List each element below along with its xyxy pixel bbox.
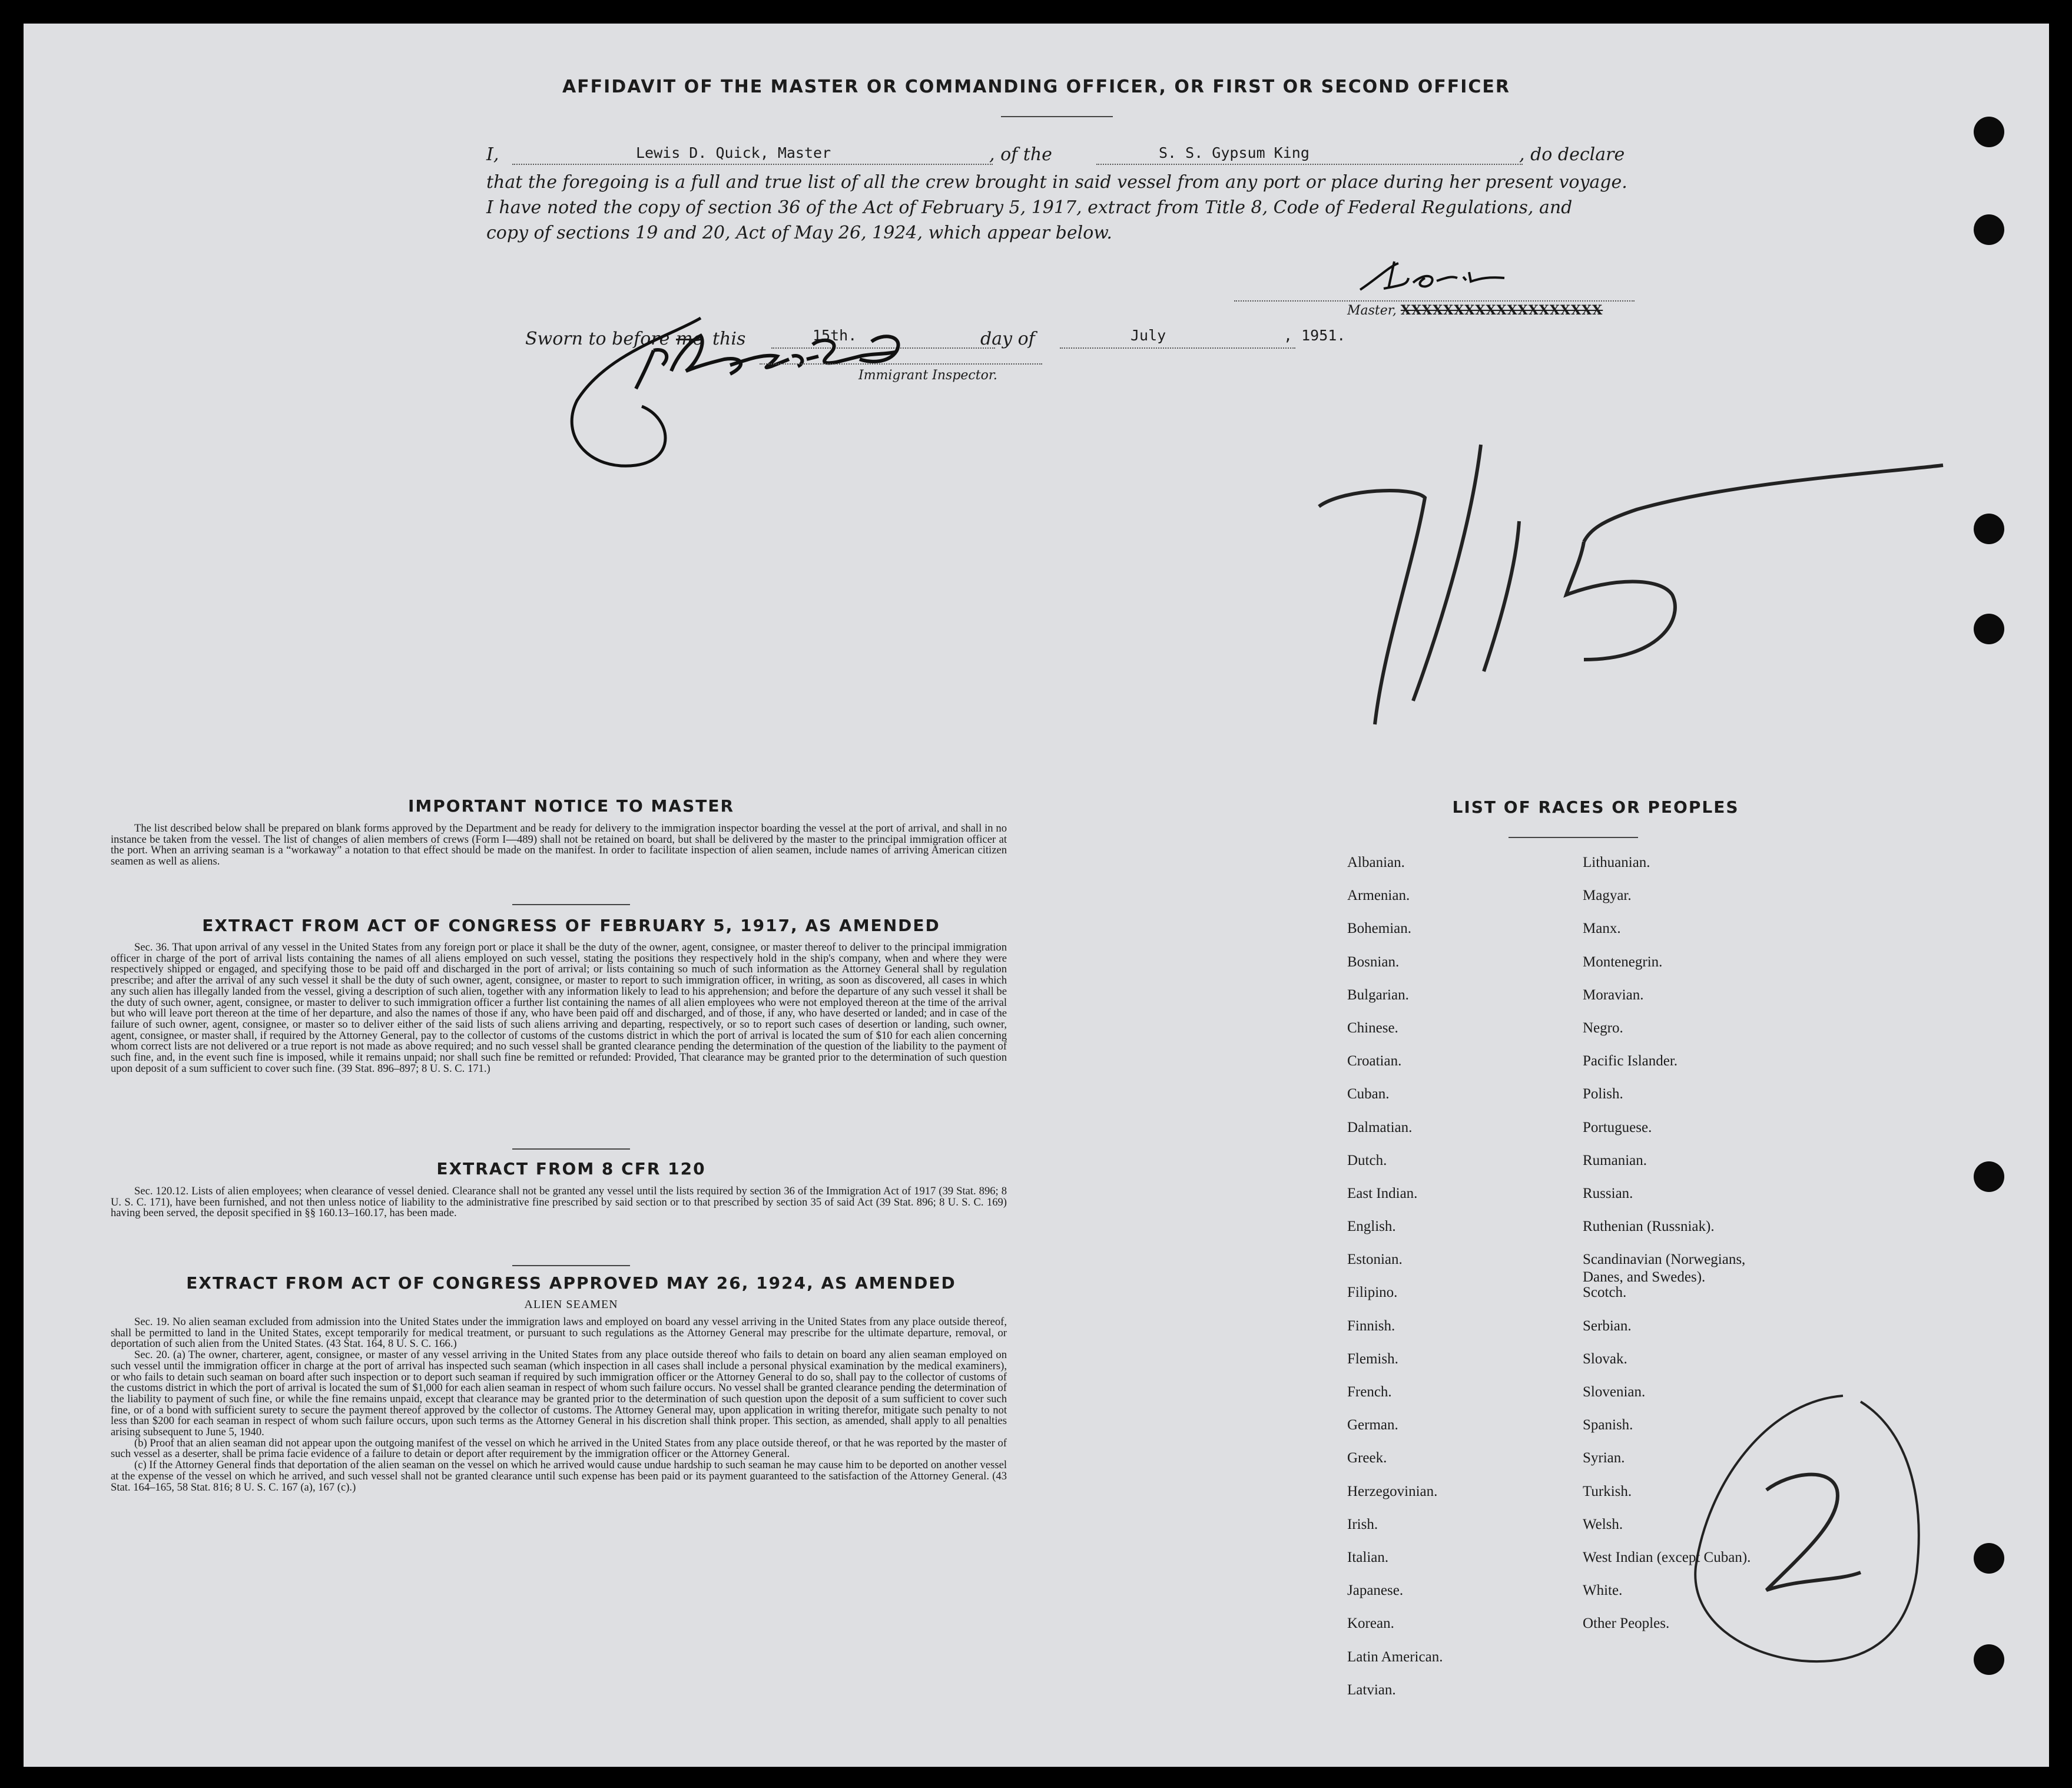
sworn-struck: me (676, 329, 704, 349)
race-item: Pacific Islander. (1583, 1053, 1678, 1070)
race-item: Estonian. (1347, 1251, 1403, 1268)
race-item: Montenegrin. (1583, 953, 1663, 970)
race-item: Dalmatian. (1347, 1119, 1413, 1135)
declaration-line: that the foregoing is a full and true list of all the crew brought in said vessel from any port or place during her present voyage. (486, 172, 1627, 193)
master-signature-line (1234, 300, 1635, 302)
extract-1924-paragraph: Sec. 20. (a) The owner, charterer, agent, consignee, or master of any vessel arriving in the United States from any place outside thereof who fails to detain on board any alien seaman employed on such vessel until the immigration officer in charge at the port of arrival has inspected such seaman (which inspection in all cases shall include a personal physical examination by the medical examiners), or who fails to detain such seaman on board after such inspection or to deport such seaman if required by such immigration officer or the Attorney General to do so, shall pay to the collector of customs of the customs district in which the port of arrival is located the sum of $1,000 for each alien seaman in respect of whom such failure occurs. No vessel shall be granted clearance pending the determination of the liability to payment of such fine, or while the fine remains unpaid, except that clearance may be granted prior to the determination of such question upon the deposit of a sum sufficient to cover such fine, or of a bond with sufficient surety to secure the payment thereof approved by the collector of customs. The Attorney General may, upon application in writing therefor, mitigate such penalty to not less than $200 for each seaman in respect of whom such failure occurs, upon such terms as the Attorney General in his discretion shall think proper. This section, as amended, shall apply to all penalties arising subsequent to June 5, 1940. (111, 1349, 1007, 1439)
race-item: Latvian. (1347, 1681, 1396, 1698)
divider (512, 1265, 630, 1266)
divider (512, 904, 630, 905)
race-item: Slovenian. (1583, 1384, 1646, 1400)
sworn-this: this (712, 329, 746, 349)
punch-hole (1974, 214, 2004, 245)
notice-paragraph: The list described below shall be prepared on blank forms approved by the Department and be ready for delivery to the immigration inspector boarding the vessel at the port of arrival, and shall in no instance be taken from the vessel. The list of changes of alien members of crews (Form I—489) shall not be retained on board, but shall be delivered by the master to the principal immigration officer at the port. When an arriving seaman is a “workaway” a notation to that effect should be made on the manifest. In order to facilitate inspection of alien seamen, include names of arriving American citizen seamen as well as aliens. (111, 822, 1007, 868)
vessel-field-line (1096, 164, 1523, 165)
race-item: Dutch. (1347, 1152, 1387, 1168)
race-item: Negro. (1583, 1019, 1623, 1036)
decl-do-declare: , do declare (1519, 144, 1625, 165)
race-item: Cuban. (1347, 1086, 1390, 1102)
race-item: Lithuanian. (1583, 855, 1650, 870)
extract-cfr-body (111, 1186, 1007, 1219)
punch-hole (1974, 1543, 2004, 1574)
inspector-signature (553, 300, 930, 477)
master-caption (1347, 303, 1603, 318)
extract-1924-body (111, 1317, 1007, 1493)
extract-1917-body (111, 942, 1007, 1074)
race-item: Rumanian. (1583, 1152, 1647, 1168)
race-item: Syrian. (1583, 1450, 1625, 1466)
master-name: Lewis D. Quick, Master (636, 144, 831, 161)
race-item: Albanian. (1347, 855, 1405, 870)
race-item: Bulgarian. (1347, 986, 1409, 1003)
race-item: English. (1347, 1219, 1396, 1235)
extract-1924-paragraph: (c) If the Attorney General finds that deportation of the alien seaman on the vessel on which he arrived would cause undue hardship to such seaman he may cause him to be deported on another vessel at the expense of the vessel on which he arrived, and such vessel shall not be granted clearance until such expense has been paid or its payment guaranteed to the satisfaction of the Attorney General. (43 Stat. 164–165, 58 Stat. 816; 8 U. S. C. 167 (a), 167 (c).) (111, 1459, 1007, 1494)
race-item: Greek. (1347, 1450, 1387, 1466)
master-caption-label: Master, (1347, 303, 1397, 318)
extract-1924-subtitle: ALIEN SEAMEN (524, 1298, 618, 1311)
extract-1924-title: EXTRACT FROM ACT OF CONGRESS APPROVED MAY 26, 1924, AS AMENDED (186, 1273, 956, 1293)
extract-1917-title: EXTRACT FROM ACT OF CONGRESS OF FEBRUARY 5, 1917, AS AMENDED (202, 916, 940, 935)
inspector-signature-line (760, 363, 1042, 365)
handwritten-annotation (1307, 424, 1978, 754)
declaration-line: copy of sections 19 and 20, Act of May 26, 1924, which appear below. (486, 223, 1112, 243)
race-item: French. (1347, 1384, 1392, 1400)
struck-title: XXXXXXXXXXXXXXXXXXX (1400, 303, 1603, 318)
race-item: Manx. (1583, 921, 1621, 937)
vessel-name: S. S. Gypsum King (1159, 144, 1309, 161)
name-field-line (512, 164, 993, 165)
race-item: Herzegovinian. (1347, 1483, 1438, 1499)
decl-pronoun: I, (486, 144, 499, 165)
extract-1917-paragraph: Sec. 36. That upon arrival of any vessel in the United States from any foreign port or place it shall be the duty of the owner, agent, consignee, or master thereof to deliver to the principal immigration officer in charge of the port of arrival lists containing the names of all aliens employed on such vessel, stating the positions they respectively hold in the ship's company, when and where they were respectively shipped or engaged, and specifying those to be paid off and discharged in the port of arrival; or lists containing so much of such information as the Attorney General shall by regulation prescribe; and after the arrival of any such vessel it shall be the duty of such owner, agent, consignee, or master to report to such immigration officer, in writing, as soon as discovered, all cases in which any such alien has illegally landed from the vessel, giving a description of such alien, together with any information likely to lead to his apprehension; and before the departure of any such vessel it shall be the duty of such owner, agent, consignee, or master to deliver to such immigration officer a further list containing the names of all alien employees who were not employed thereon at the time of the arrival but who will leave port thereon at the time of her departure, and also the names of those if any, who have been paid off and discharged, and of those, if any, who have deserted or landed; and in case of the failure of such owner, agent, consignee, or master so to deliver either of the said lists of such aliens arriving and departing, respectively, or so to report such cases of desertion or landing, such owner, agent, consignee, or master shall, if required by the Attorney General, pay to the collector of customs of the customs district in which the port of arrival is located the sum of $10 for each alien concerning whom correct lists are not delivered or a true report is not made as above required; and no such vessel shall be granted clearance pending the determination of the question of the liability to the payment of such fine, and, in the event such fine is imposed, while it remains unpaid; nor shall such fine be remitted or refunded: Provided, That clearance may be granted prior to the determination of such question upon deposit of a sum sufficient to cover such fine. (39 Stat. 896–897; 8 U. S. C. 171.) (111, 941, 1007, 1075)
race-item: Croatian. (1347, 1053, 1402, 1070)
race-item: Latin American. (1347, 1648, 1443, 1665)
races-left-column (1347, 854, 1594, 1714)
extract-1924-paragraph: Sec. 19. No alien seaman excluded from admission into the United States under the immigration laws and employed on board any vessel arriving in the United States from any place outside thereof, shall be permitted to land in the United States, except temporarily for medical treatment, or pursuant to such regulations as the Attorney General may prescribe for the ultimate departure, removal, or deportation of such alien from the United States. (43 Stat. 164, 8 U. S. C. 166.) (111, 1316, 1007, 1350)
race-item: Spanish. (1583, 1417, 1633, 1433)
race-item: Russian. (1583, 1185, 1633, 1201)
sworn-prefix: Sworn to before (525, 329, 670, 349)
race-item: Italian. (1347, 1549, 1389, 1565)
extract-cfr-title: EXTRACT FROM 8 CFR 120 (436, 1159, 706, 1178)
race-item: East Indian. (1347, 1185, 1418, 1201)
race-item: Other Peoples. (1583, 1615, 1670, 1632)
sworn-year: , 1951. (1284, 327, 1346, 344)
notice-title: IMPORTANT NOTICE TO MASTER (407, 796, 735, 816)
punch-hole (1974, 1161, 2004, 1192)
race-item: Scandinavian (Norwegians, Danes, and Swedes). (1583, 1251, 1746, 1286)
race-item: Polish. (1583, 1086, 1623, 1102)
races-title: LIST OF RACES OR PEOPLES (1452, 797, 1739, 817)
race-item: Serbian. (1583, 1317, 1632, 1334)
race-item: Armenian. (1347, 888, 1410, 904)
master-signature (1342, 254, 1543, 302)
race-item: Turkish. (1583, 1483, 1632, 1499)
race-item: Welsh. (1583, 1516, 1623, 1532)
divider (1001, 116, 1113, 117)
race-item: Scotch. (1583, 1284, 1627, 1301)
race-item: Magyar. (1583, 888, 1632, 904)
month-field-line (1060, 347, 1295, 349)
race-item: Chinese. (1347, 1019, 1398, 1036)
race-item: Irish. (1347, 1516, 1378, 1532)
race-item: Bohemian. (1347, 921, 1412, 937)
affidavit-title: AFFIDAVIT OF THE MASTER OR COMMANDING OFFICER, OR FIRST OR SECOND OFFICER (562, 77, 1511, 97)
declaration-line: I have noted the copy of section 36 of the Act of February 5, 1917, extract from Title 8, Code of Federal Regulations, and (486, 197, 1573, 218)
race-item: Japanese. (1347, 1582, 1404, 1599)
race-item: White. (1583, 1582, 1623, 1599)
divider (512, 1148, 630, 1150)
race-item: Slovak. (1583, 1350, 1627, 1367)
race-item: West Indian (except Cuban). (1583, 1549, 1751, 1565)
extract-1924-paragraph: (b) Proof that an alien seaman did not appear upon the outgoing manifest of the vessel on which he arrived in the United States from any place outside thereof, or that he was reported by the master of such vessel as a deserter, shall be prima facie evidence of a failure to detain or deport after requirement by the immigration officer or the Attorney General. (111, 1436, 1007, 1461)
sworn-day-of: day of (980, 329, 1035, 349)
race-item: Flemish. (1347, 1350, 1398, 1367)
races-right-column (1583, 854, 1936, 1648)
race-item: Ruthenian (Russniak). (1583, 1219, 1715, 1235)
document-page (24, 24, 2049, 1767)
declaration-text (486, 170, 1640, 246)
decl-of-the: , of the (989, 144, 1052, 165)
race-item: Finnish. (1347, 1317, 1395, 1334)
sworn-month: July (1131, 327, 1166, 344)
punch-hole (1974, 117, 2004, 147)
extract-cfr-paragraph: Sec. 120.12. Lists of alien employees; when clearance of vessel denied. Clearance shall not be granted any vessel until the lists required by section 36 of the Immigration Act of 1917 (39 Stat. 896; 8 U. S. C. 171), have been furnished, and not then unless notice of liability to the administrative fine prescribed by said section or to that prescribed by section 35 of said Act (39 Stat. 896; 8 U. S. C. 169) having been served, the deposit specified in §§ 160.13–160.17, has been made. (111, 1185, 1007, 1220)
punch-hole (1974, 1644, 2004, 1675)
race-item: Bosnian. (1347, 953, 1400, 970)
inspector-caption: Immigrant Inspector. (858, 368, 997, 383)
race-item: Moravian. (1583, 986, 1644, 1003)
race-item: Portuguese. (1583, 1119, 1652, 1135)
sworn-day: 15th. (813, 327, 857, 344)
race-item: Filipino. (1347, 1284, 1398, 1301)
divider (1509, 837, 1638, 838)
race-item: Korean. (1347, 1615, 1394, 1632)
notice-body (111, 823, 1007, 867)
race-item: German. (1347, 1417, 1398, 1433)
